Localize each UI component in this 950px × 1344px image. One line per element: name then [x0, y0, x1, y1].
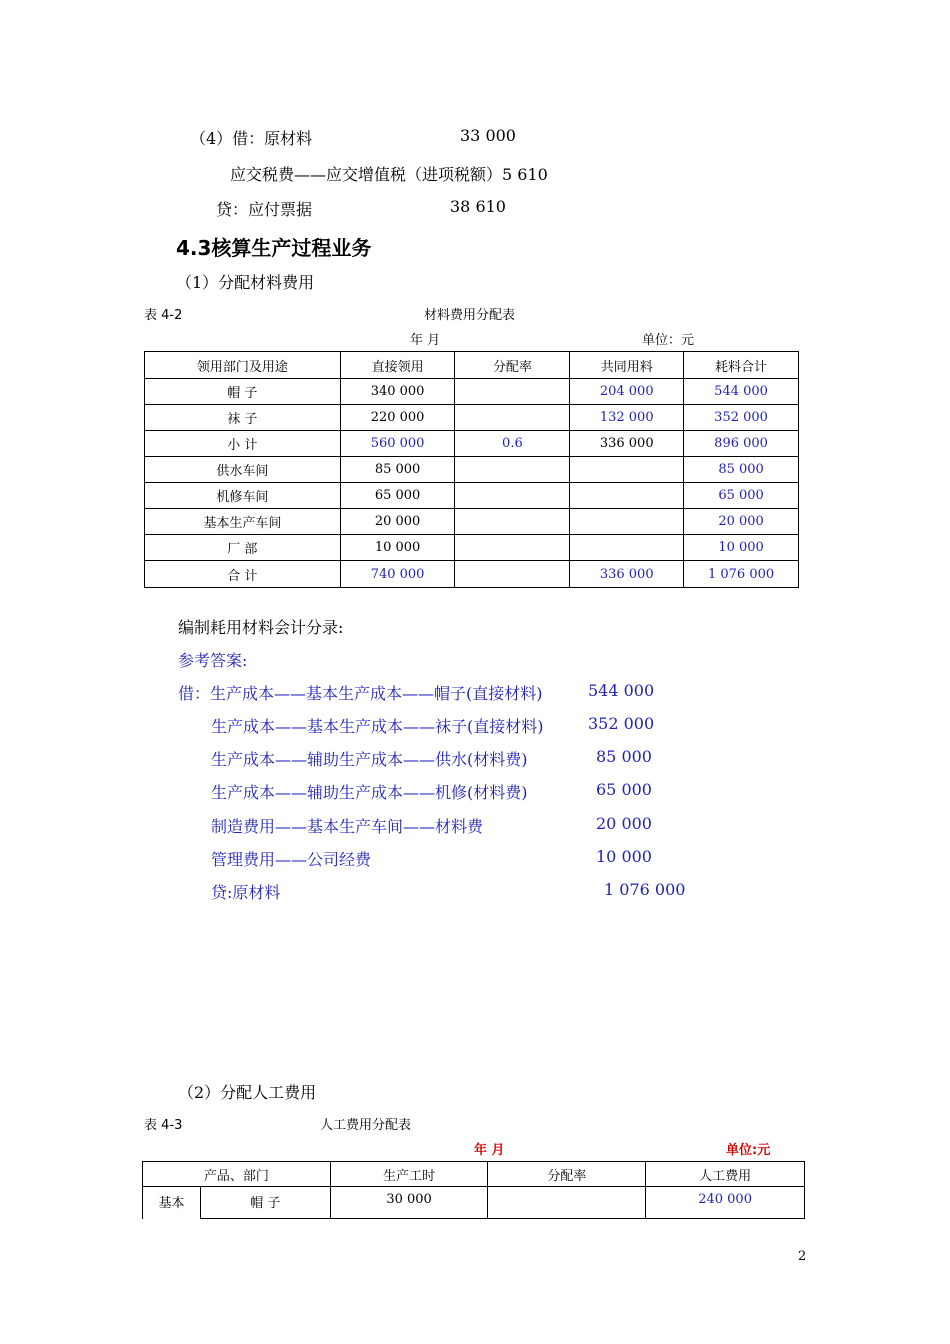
journal-line: 管理费用——公司经费 [211, 850, 372, 869]
rate-cell: 0.6 [455, 431, 570, 457]
journal-line: 生产成本——基本生产成本——袜子(直接材料) [211, 717, 544, 736]
header-cell: 产品、部门 [143, 1162, 331, 1187]
total-cell: 352 000 [684, 405, 799, 431]
journal-amount: 352 000 [588, 714, 655, 733]
subsection-material: （1）分配材料费用 [176, 273, 315, 292]
total-cell: 20 000 [684, 509, 799, 535]
section-title: 4.3核算生产过程业务 [176, 236, 372, 260]
row-label: 小 计 [145, 431, 341, 457]
entry4-credit-amount: 38 610 [450, 197, 506, 216]
hours-cell: 30 000 [330, 1187, 488, 1219]
table-row [145, 431, 799, 457]
row-label: 袜 子 [145, 405, 341, 431]
shared-cell: 204 000 [570, 379, 684, 405]
shared-cell [570, 483, 684, 509]
rate-cell [455, 379, 570, 405]
subsection-labor: （2）分配人工费用 [178, 1083, 317, 1102]
labor-cost-cell: 240 000 [646, 1187, 805, 1219]
labor-allocation-table [142, 1161, 805, 1219]
journal-line: 借：生产成本——基本生产成本——帽子(直接材料) [178, 684, 543, 703]
journal-amount: 10 000 [596, 847, 652, 866]
table-row [145, 509, 799, 535]
journal-amount: 85 000 [596, 747, 652, 766]
table-row [145, 405, 799, 431]
header-cell: 分配率 [488, 1162, 646, 1187]
direct-cell: 560 000 [340, 431, 455, 457]
shared-cell: 132 000 [570, 405, 684, 431]
direct-cell: 220 000 [340, 405, 455, 431]
table43-unit: 单位:元 [726, 1143, 771, 1158]
direct-cell: 10 000 [340, 535, 455, 561]
journal-intro: 编制耗用材料会计分录: [178, 618, 344, 637]
table-row [145, 535, 799, 561]
table-row [145, 379, 799, 405]
shared-cell [570, 535, 684, 561]
rate-cell [488, 1187, 646, 1219]
row-label: 供水车间 [145, 457, 341, 483]
row-label: 厂 部 [145, 535, 341, 561]
table-row [145, 561, 799, 588]
shared-cell [570, 509, 684, 535]
journal-line: 制造费用——基本生产车间——材料费 [211, 817, 484, 836]
journal-line: 生产成本——辅助生产成本——供水(材料费) [211, 750, 528, 769]
row-label: 帽 子 [200, 1187, 330, 1219]
row-label: 机修车间 [145, 483, 341, 509]
table43-date: 年 月 [474, 1143, 505, 1158]
total-cell: 544 000 [684, 379, 799, 405]
total-cell: 65 000 [684, 483, 799, 509]
rate-cell [455, 561, 570, 588]
table43-title: 人工费用分配表 [320, 1118, 412, 1133]
table-row [145, 483, 799, 509]
direct-cell: 20 000 [340, 509, 455, 535]
journal-amount: 1 076 000 [604, 880, 686, 899]
entry4-debit-amount: 33 000 [460, 126, 516, 145]
journal-amount: 65 000 [596, 780, 652, 799]
table-header-row [143, 1162, 805, 1187]
header-cell: 生产工时 [330, 1162, 488, 1187]
rate-cell [455, 405, 570, 431]
row-label: 帽 子 [145, 379, 341, 405]
entry4-debit-label: （4）借：原材料 [190, 129, 313, 148]
table42-label: 表 4-2 [144, 308, 183, 323]
header-cell: 直接领用 [340, 352, 455, 379]
journal-amount: 544 000 [588, 681, 655, 700]
table42-unit: 单位：元 [642, 333, 695, 348]
journal-amount: 20 000 [596, 814, 652, 833]
answer-label: 参考答案: [178, 651, 248, 670]
rate-cell [455, 457, 570, 483]
table42-title: 材料费用分配表 [424, 308, 516, 323]
direct-cell: 65 000 [340, 483, 455, 509]
row-label: 合 计 [145, 561, 341, 588]
direct-cell: 740 000 [340, 561, 455, 588]
table-row [145, 457, 799, 483]
direct-cell: 85 000 [340, 457, 455, 483]
group-label: 基本 [143, 1187, 201, 1219]
shared-cell: 336 000 [570, 561, 684, 588]
material-allocation-table [144, 351, 799, 588]
total-cell: 1 076 000 [684, 561, 799, 588]
header-cell: 分配率 [455, 352, 570, 379]
total-cell: 896 000 [684, 431, 799, 457]
entry4-credit-label: 贷：应付票据 [216, 200, 313, 219]
journal-line: 贷:原材料 [211, 883, 281, 902]
shared-cell [570, 457, 684, 483]
shared-cell: 336 000 [570, 431, 684, 457]
header-cell: 共同用料 [570, 352, 684, 379]
rate-cell [455, 535, 570, 561]
table42-date: 年 月 [410, 333, 441, 348]
total-cell: 85 000 [684, 457, 799, 483]
journal-line: 生产成本——辅助生产成本——机修(材料费) [211, 783, 528, 802]
rate-cell [455, 483, 570, 509]
header-cell: 耗料合计 [684, 352, 799, 379]
header-cell: 人工费用 [646, 1162, 805, 1187]
table43-label: 表 4-3 [144, 1118, 183, 1133]
page-number: 2 [798, 1249, 807, 1264]
total-cell: 10 000 [684, 535, 799, 561]
row-label: 基本生产车间 [145, 509, 341, 535]
rate-cell [455, 509, 570, 535]
direct-cell: 340 000 [340, 379, 455, 405]
entry4-tax-line: 应交税费——应交增值税（进项税额）5 610 [230, 165, 548, 184]
header-cell: 领用部门及用途 [145, 352, 341, 379]
table-header-row [145, 352, 799, 379]
table-row [143, 1187, 805, 1219]
